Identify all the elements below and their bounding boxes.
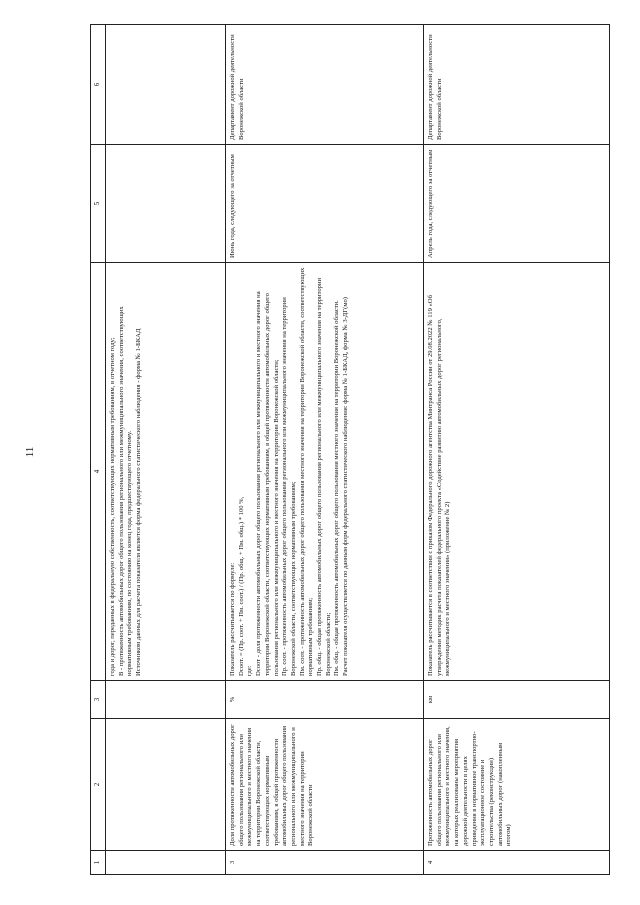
- table-row: [106, 25, 226, 875]
- reporting-term: Апрель года, следующего за отчетным: [424, 145, 610, 263]
- indicator-name: Доля протяженности автомобильных дорог общего пользования регионального или межмуниципального и местного значения на территории Воронежской области, соответствующих нормативным требованиям, в общей протяженности автомобильных дорог общего пользования регионального или межмуниципального и местного значения на территории Воронежской области: [226, 719, 424, 851]
- reporting-term: [106, 145, 226, 263]
- calculation-method: года и дорог, переданных в федеральную собственность, соответствующих нормативным требованиям, в отчетном году; В - протяженность автомобильных дорог общего пользования регионального или межмуниципального значения, соответствующих нормативным требованиям, по состоянию на конец года, предшествующего отчетному. Источником данных для расчета показателя является форма федерального статистического наблюдения - форма № 1-БКАД: [106, 263, 226, 681]
- header-col-6: 6: [91, 25, 106, 145]
- reporting-term: Июнь года, следующего за отчетным: [226, 145, 424, 263]
- table-row: [424, 25, 610, 875]
- indicator-table-sheet: [90, 25, 610, 875]
- responsible-body: [106, 25, 226, 145]
- header-col-4: 4: [91, 263, 106, 681]
- responsible-body: Департамент дорожной деятельности Воронежской области: [424, 25, 610, 145]
- header-col-3: 3: [91, 681, 106, 719]
- page-number: 11: [24, 446, 36, 458]
- calculation-method: Показатель рассчитывается по формуле: Dсоот. = (Пр. соот. + Пм. соот.) / (Пр. общ. + Пм. общ.) * 100 %, где: Dсоот - доля протяженности автомобильных дорог общего пользования регионального или межмуниципального и местного значения на территории Воронежской области, соответствующих нормативным требованиям, в общей протяженности автомобильных дорог общего пользования регионального или межмуниципального и местного значения на территории Воронежской области; Пр. соот. - протяженность автомобильных дорог общего пользования регионального или межмуниципального значения на территории Воронежской области, соответствующих нормативным требованиям; Пм. соот. - протяженность автомобильных дорог общего пользования местного значения на территории Воронежской области, соответствующих нормативным требованиям; Пр. общ. - общая протяженность автомобильных дорог общего пользования регионального или межмуниципального значения на территории Воронежской области; Пм. общ. - общая протяженность автомобильных дорог общего пользования местного значения на территории Воронежской области. Расчет показателя осуществляется по данным форм федерального статистического наблюдения: форма № 1-БКАД, форма № 3-ДГ(мо): [226, 263, 424, 681]
- row-number: 4: [424, 851, 610, 875]
- responsible-body: Департамент дорожной деятельности Воронежской области: [226, 25, 424, 145]
- table-row: [226, 25, 424, 875]
- indicator-name: [106, 719, 226, 851]
- unit-of-measure: %: [226, 681, 424, 719]
- row-number: 3: [226, 851, 424, 875]
- calculation-method: Показатель рассчитывается в соответствии с приказом Федерального дорожного агентства Минтранса России от 29.08.2022 № 119 «Об утверждении методик расчета показателей федерального проекта «Содействие развитию автомобильных дорог регионального, межмуниципального и местного значения» (приложение № 2): [424, 263, 610, 681]
- document-page: [90, 25, 610, 875]
- indicators-table: [90, 24, 610, 875]
- unit-of-measure: км: [424, 681, 610, 719]
- header-col-1: 1: [91, 851, 106, 875]
- table-header-row: [91, 25, 106, 875]
- row-number: [106, 851, 226, 875]
- unit-of-measure: [106, 681, 226, 719]
- header-col-5: 5: [91, 145, 106, 263]
- header-col-2: 2: [91, 719, 106, 851]
- indicator-name: Протяженность автомобильных дорог общего пользования регионального или межмуниципального и местного значения, на которых реализованы мероприятия дорожной деятельности в целях приведения в нормативное транспортно-эксплуатационное состояние и строительства (реконструкции) автомобильных дорог (накопленным итогом): [424, 719, 610, 851]
